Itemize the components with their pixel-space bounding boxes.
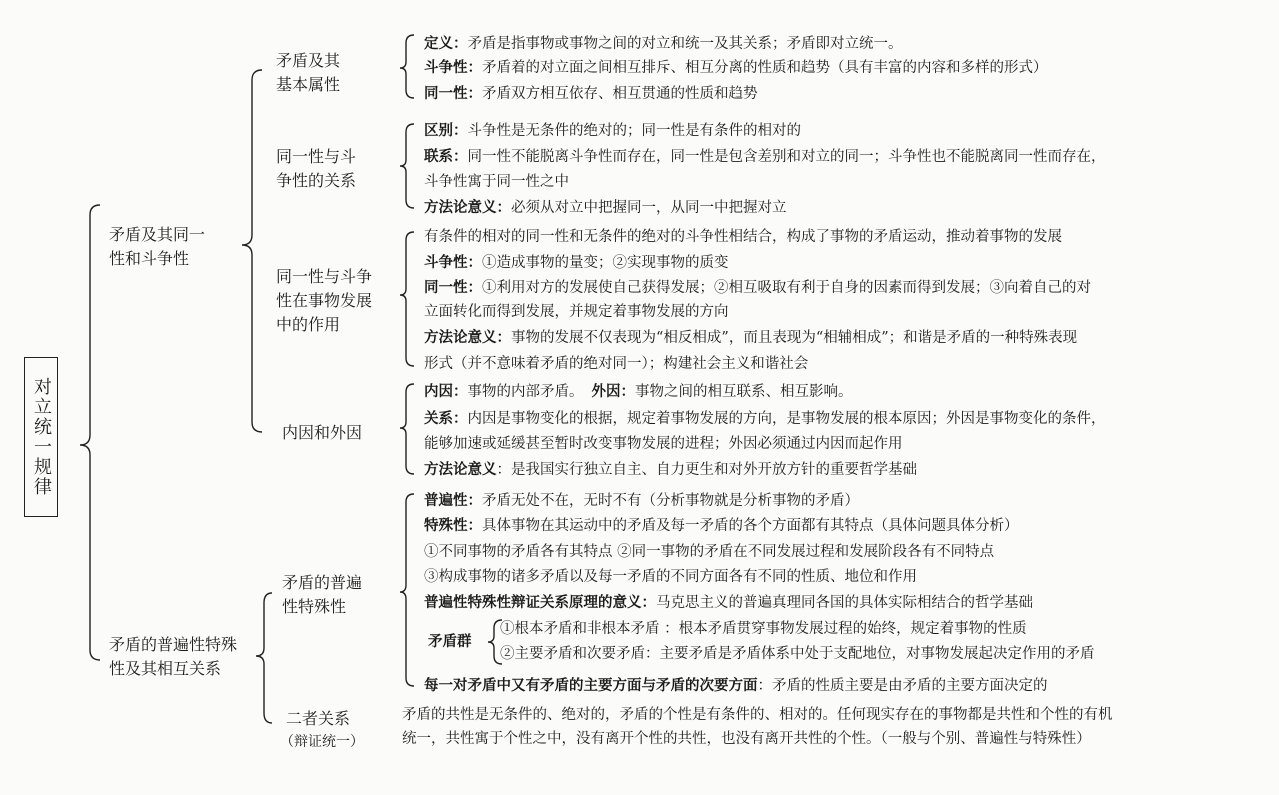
content-text: 矛盾着的对立面之间相互排斥、相互分离的性质和趋势（具有丰富的内容和多样的形式） [482, 60, 1048, 76]
key-term: 普遍性特殊性辩证关系原理的意义： [424, 594, 656, 611]
key-term: 斗争性： [424, 59, 482, 76]
content-text: 矛盾的共性是无条件的、绝对的，矛盾的个性是有条件的、相对的。任何现实存在的事物都是共性和个性的有机 [402, 707, 1113, 723]
section-title-line: 同一性与斗 [276, 147, 357, 166]
content-text: ：矛盾的性质主要是由矛盾的主要方面决定的 [757, 678, 1048, 694]
section-title-dialectic [280, 708, 364, 753]
branch2-label-line: 性及其相互关系 [109, 659, 222, 678]
content-line [424, 567, 917, 587]
section-title-basic [276, 50, 340, 96]
content-line [424, 328, 1077, 348]
content-text: 矛盾双方相互依存、相互贯通的性质和趋势 [482, 86, 758, 102]
content-text: 事物的内部矛盾。 [467, 384, 584, 400]
content-text: 斗争性寓于同一性之中 [424, 174, 569, 190]
root-node [24, 357, 58, 517]
content-text: 能够加速或延缓甚至暂时改变事物发展的进程；外因必须通过内因而起作用 [424, 436, 903, 452]
content-line [424, 382, 853, 402]
content-line [402, 705, 1113, 725]
content-line [424, 542, 994, 562]
content-text: 事物之间的相互联系、相互影响。 [635, 384, 853, 400]
content-line [424, 227, 1062, 247]
contradiction-group-item: ①根本矛盾和非根本矛盾 ：根本矛盾贯穿事物发展过程的始终，规定着事物的性质 [500, 621, 1027, 637]
content-line [424, 491, 859, 511]
section-title-line: 二者关系 [286, 709, 351, 728]
content-text: ：是我国实行独立自主、自力更生和对外开放方针的重要哲学基础 [496, 462, 917, 478]
key-term: 外因： [591, 383, 635, 400]
section-title-relation [276, 146, 356, 192]
key-term: 每一对矛盾中又有矛盾的主要方面与矛盾的次要方面 [424, 677, 758, 694]
section-title-line: 同一性与斗争 [276, 267, 373, 286]
content-line [424, 354, 808, 374]
section-title-line: 矛盾的普遍 [282, 573, 363, 592]
section-title-line: （辩证统一） [280, 734, 364, 750]
content-line [424, 198, 787, 218]
content-text: ①造成事物的量变；②实现事物的质变 [482, 255, 729, 271]
section-title-line: 性特殊性 [282, 597, 347, 616]
section-title-line: 中的作用 [276, 315, 341, 334]
key-term: 斗争性： [424, 254, 482, 271]
root-label: 对立统一规律 [31, 377, 52, 497]
content-text: 矛盾是指事物或事物之间的对立和统一及其关系；矛盾即对立统一。 [467, 36, 903, 52]
content-text: 必须从对立中把握同一，从同一中把握对立 [511, 200, 787, 216]
key-term: 内因： [424, 383, 468, 400]
content-line [402, 729, 1091, 749]
content-line [424, 84, 758, 104]
branch1-label-line: 矛盾及其同一 [109, 225, 206, 244]
key-term: 同一性： [424, 85, 482, 102]
branch2-label [109, 634, 237, 680]
content-text: ①不同事物的矛盾各有其特点 ②同一事物的矛盾在不同发展过程和发展阶段各有不同特点 [424, 544, 995, 560]
content-text: ③构成事物的诸多矛盾以及每一矛盾的不同方面各有不同的性质、地位和作用 [424, 569, 917, 585]
content-line [424, 434, 903, 454]
content-line [424, 58, 1048, 78]
content-line [424, 121, 801, 141]
content-line [424, 516, 1019, 536]
contradiction-group-item: ②主要矛盾和次要矛盾：主要矛盾是矛盾体系中处于支配地位，对事物发展起决定作用的矛盾 [500, 646, 1095, 662]
content-text: 马克思主义的普遍真理同各国的具体实际相结合的哲学基础 [656, 595, 1033, 611]
content-line [424, 302, 729, 322]
content-line [424, 172, 569, 192]
key-term: 关系： [424, 410, 468, 427]
content-text: 具体事物在其运动中的矛盾及每一矛盾的各个方面都有其特点（具体问题具体分析） [482, 518, 1019, 534]
contradiction-group-label: 矛盾群 [428, 633, 472, 650]
key-term: 方法论意义： [424, 199, 511, 216]
content-text: 形式（并不意味着矛盾的绝对同一）；构建社会主义和谐社会 [424, 356, 809, 372]
section-title-line: 性在事物发展 [276, 291, 373, 310]
content-line [424, 409, 1106, 429]
content-text: 统一，共性寓于个性之中，没有离开个性的共性，也没有离开共性的个性。（一般与个别、普遍性与特殊性） [402, 731, 1091, 747]
content-line [424, 253, 729, 273]
key-term: 联系： [424, 148, 468, 165]
key-term: 同一性： [424, 279, 482, 296]
content-line [424, 34, 903, 54]
section-title-universality [282, 572, 362, 618]
section-title-line: 基本属性 [276, 75, 341, 94]
content-text: 内因是事物变化的根据，规定着事物发展的方向，是事物发展的根本原因；外因是事物变化的条件， [467, 411, 1106, 427]
content-line [424, 278, 1091, 298]
key-term: 特殊性： [424, 517, 482, 534]
content-text: ①利用对方的发展使自己获得发展；②相互吸取有利于自身的因素而得到发展；③向着自己的对 [482, 280, 1091, 296]
section-title-role [276, 266, 372, 336]
branch1-label-line: 性和斗争性 [109, 249, 190, 268]
section-title-line: 矛盾及其 [276, 51, 341, 70]
section-title-line: 争性的关系 [276, 171, 357, 190]
key-term: 方法论意义： [424, 329, 511, 346]
key-term: 区别： [424, 122, 468, 139]
branch1-label [109, 224, 205, 270]
content-text: 斗争性是无条件的绝对的；同一性是有条件的相对的 [467, 123, 801, 139]
content-line [424, 460, 917, 480]
section-title-line: 内因和外因 [282, 423, 363, 442]
key-term: 普遍性： [424, 492, 482, 509]
content-text: 有条件的相对的同一性和无条件的绝对的斗争性相结合，构成了事物的矛盾运动，推动着事物的发展 [424, 229, 1062, 245]
branch2-label-line: 矛盾的普遍性特殊 [109, 635, 238, 654]
content-text: 矛盾无处不在，无时不有（分析事物就是分析事物的矛盾） [482, 493, 859, 509]
content-line [424, 593, 1033, 613]
content-text: 事物的发展不仅表现为“相反相成”，而且表现为“相辅相成”；和谐是矛盾的一种特殊表现 [511, 330, 1078, 346]
content-line [424, 676, 1048, 696]
content-text: 立面转化而得到发展，并规定着事物发展的方向 [424, 304, 729, 320]
section-title-cause [282, 422, 362, 444]
key-term: 方法论意义 [424, 461, 497, 478]
key-term: 定义： [424, 35, 468, 52]
content-line [424, 147, 1106, 167]
content-text: 同一性不能脱离斗争性而存在，同一性是包含差别和对立的同一；斗争性也不能脱离同一性而存在， [467, 149, 1106, 165]
